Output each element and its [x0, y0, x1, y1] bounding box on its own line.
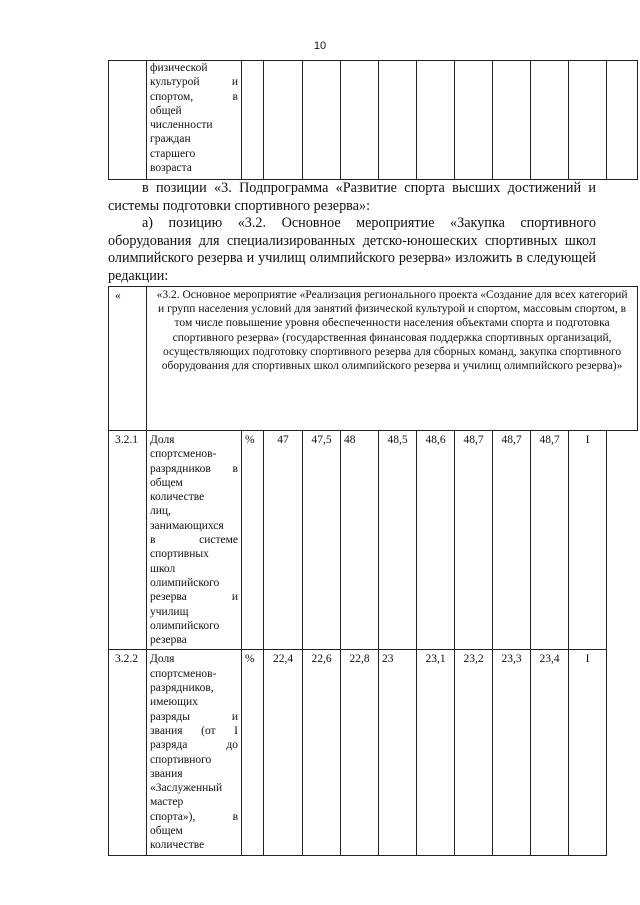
row-value: 48,7 — [455, 431, 493, 650]
row-value: 48,7 — [493, 431, 531, 650]
indicator-label: физической культурой и спортом, в общей численности граждан старшего возраста — [147, 61, 242, 180]
paragraph-position: а) позицию «3.2. Основное мероприятие «Закупка спортивного оборудования для специализированных детско-юношеских спортивных школ олимпийского резерва и училищ олимпийского резерва» изложить в следующей редакции: — [108, 215, 596, 284]
row-id: 3.2.2 — [109, 650, 147, 856]
row-label: Доля спортсменов- разрядников в общем количестве лиц, занимающихся в системе спортивных школ олимпийского резерва и училищ олимпийского резерва — [147, 431, 242, 650]
row-last: I — [569, 431, 607, 650]
table-row — [109, 650, 638, 856]
section-header: «3.2. Основное мероприятие «Реализация регионального проекта «Создание для всех категорий и групп населения условий для занятий физической культурой и спортом, массовым спортом, в том числе повышение уровня обеспеченности населения объектами спорта и подготовка спортивного резерва» (государственная финансовая поддержка спортивных организаций, осуществляющих подготовку спортивного резерва для сборных команд, закупка спортивного оборудования для спортивных школ олимпийского резерва и училищ олимпийского резерва)» — [147, 287, 638, 431]
row-value: 48,6 — [417, 431, 455, 650]
row-value: 22,4 — [264, 650, 303, 856]
row-last: I — [569, 650, 607, 856]
row-unit: % — [242, 431, 264, 650]
row-value: 47 — [264, 431, 303, 650]
page-number: 10 — [313, 40, 327, 52]
top-table — [108, 60, 638, 180]
row-id: 3.2.1 — [109, 431, 147, 650]
row-value: 48,7 — [531, 431, 569, 650]
row-label: Доля спортсменов- разрядников, имеющих разряды и звания (от I разряда до спортивного звания «Заслуженный мастер спорта»), в общем количестве — [147, 650, 242, 856]
row-value: 47,5 — [303, 431, 341, 650]
row-value: 48,5 — [379, 431, 417, 650]
row-value: 23 — [379, 650, 417, 856]
row-value: 22,8 — [341, 650, 379, 856]
row-value: 23,2 — [455, 650, 493, 856]
row-value: 48 — [341, 431, 379, 650]
table-row — [109, 431, 638, 650]
row-value: 23,1 — [417, 650, 455, 856]
main-table — [108, 286, 638, 856]
open-quote: « — [109, 287, 147, 431]
row-unit: % — [242, 650, 264, 856]
row-value: 22,6 — [303, 650, 341, 856]
row-value: 23,3 — [493, 650, 531, 856]
row-value: 23,4 — [531, 650, 569, 856]
paragraph-subprogram: в позиции «3. Подпрограмма «Развитие спорта высших достижений и системы подготовки спортивного резерва»: — [108, 180, 596, 214]
